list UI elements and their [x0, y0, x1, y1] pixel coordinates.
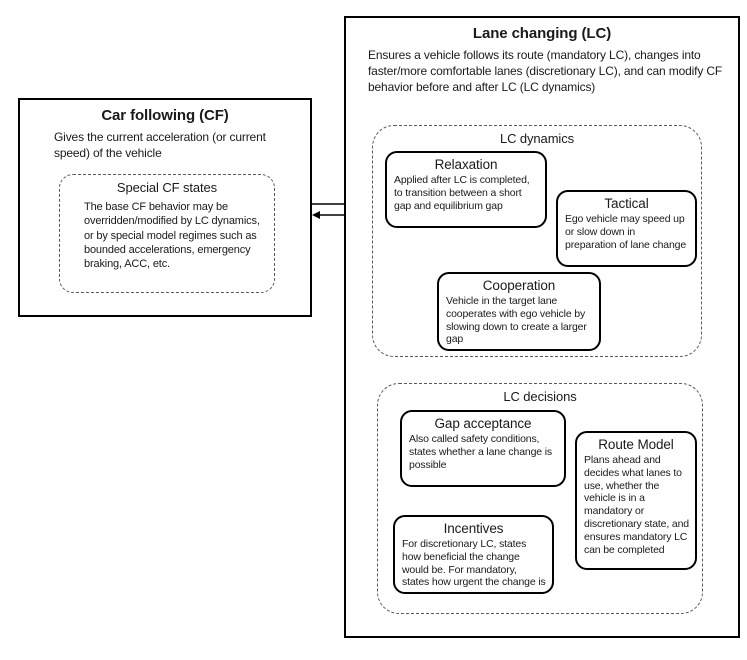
relaxation-description: Applied after LC is completed, to transition between a short gap and equilibrium gap [394, 174, 530, 212]
relaxation-title: Relaxation [434, 157, 498, 172]
cooperation-title: Cooperation [482, 278, 556, 293]
route-model-node [575, 431, 697, 570]
car-following-title: Car following (CF) [101, 107, 229, 124]
route-model-description: Plans ahead and decides what lanes to use, whether the vehicle is in a mandatory or discretionary state, and ensures mandatory LC can be completed [584, 454, 689, 556]
special-cf-states-description: The base CF behavior may be overridden/modified by LC dynamics, or by special model regimes such as bounded accelerations, emergency braking, ACC, etc. [84, 201, 260, 271]
tactical-title: Tactical [604, 196, 649, 211]
gap-acceptance-node [400, 410, 566, 487]
route-model-title: Route Model [598, 437, 674, 452]
special-cf-states-title: Special CF states [116, 180, 218, 195]
tactical-node [556, 190, 697, 267]
gap-acceptance-description: Also called safety conditions, states whether a lane change is possible [409, 433, 553, 471]
lc-decisions-title: LC decisions [503, 389, 577, 404]
lc-dynamics-title: LC dynamics [499, 131, 575, 146]
incentives-node [393, 515, 554, 594]
incentives-description: For discretionary LC, states how beneficial the change would be. For mandatory, states how urgent the change is [402, 538, 546, 589]
car-following-box [18, 98, 312, 317]
cooperation-node [437, 272, 601, 351]
lane-changing-description: Ensures a vehicle follows its route (mandatory LC), changes into faster/more comfortable lanes (discretionary LC), and can modify CF behavior before and after LC (LC dynamics) [368, 48, 723, 95]
incentives-title: Incentives [443, 521, 504, 536]
relaxation-node [385, 151, 547, 228]
lc-decisions-group [377, 383, 703, 614]
lane-changing-box [344, 16, 740, 638]
lane-changing-title: Lane changing (LC) [472, 25, 612, 42]
tactical-description: Ego vehicle may speed up or slow down in preparation of lane change [565, 213, 687, 251]
cooperation-description: Vehicle in the target lane cooperates with ego vehicle by slowing down to create a larger gap [446, 295, 587, 346]
gap-acceptance-title: Gap acceptance [434, 416, 532, 431]
lc-dynamics-group [372, 125, 702, 357]
special-cf-states-group [59, 174, 275, 293]
car-following-description: Gives the current acceleration (or current speed) of the vehicle [54, 130, 266, 161]
